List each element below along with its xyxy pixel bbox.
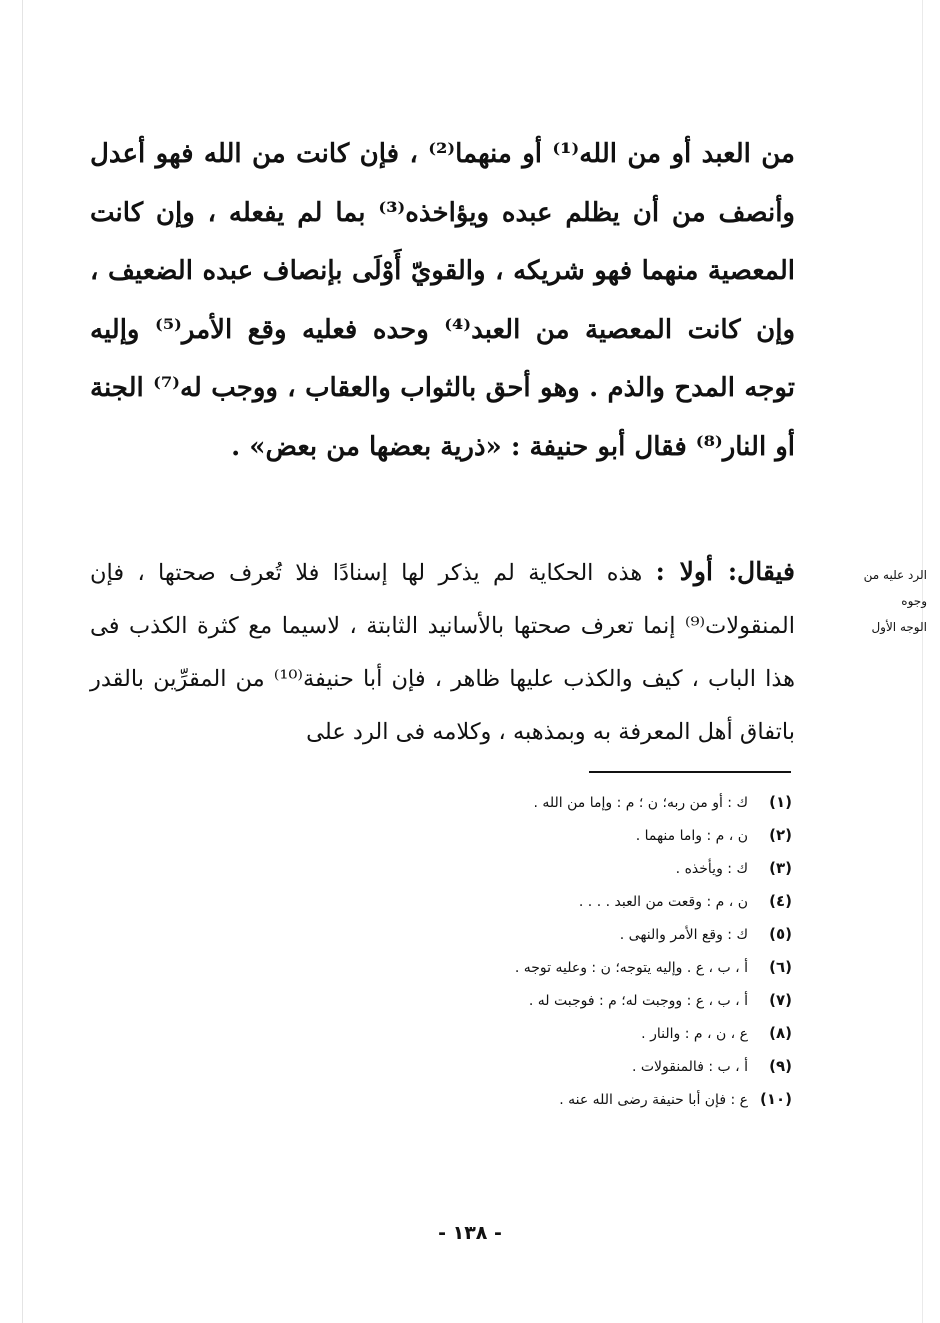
page-number	[0, 1222, 940, 1244]
footnote	[300, 1087, 792, 1120]
footnote-number: (٥)	[769, 925, 792, 943]
footnote	[300, 856, 792, 889]
footnotes	[300, 790, 792, 1120]
footnote-number: (٦)	[769, 958, 792, 976]
footnote	[300, 922, 792, 955]
footnote-text: ك : وقع الأمر والنهى .	[619, 927, 748, 943]
response-lead: فيقال: أولا :	[655, 557, 795, 586]
footnote-number: (٤)	[769, 892, 792, 910]
footnote-divider	[589, 771, 791, 773]
footnote	[300, 1021, 792, 1054]
footnote-text: ن ، م : واما منهما .	[635, 828, 748, 844]
footnote	[300, 1054, 792, 1087]
footnote	[300, 790, 792, 823]
footnote-text: أ ، ب ، ع . وإليه يتوجه؛ ن : وعليه توجه .	[514, 960, 748, 976]
footnote-number: (١٠)	[759, 1090, 792, 1108]
footnote-number: (٨)	[769, 1024, 792, 1042]
side-note-line: الوجه الأول	[871, 620, 927, 634]
page-number-text: - ١٣٨ -	[438, 1222, 502, 1244]
footnote	[300, 955, 792, 988]
footnote	[300, 889, 792, 922]
page-edge-right	[922, 0, 923, 1323]
footnote-number: (٣)	[769, 859, 792, 877]
side-note-line: وجوه	[901, 594, 927, 608]
main-paragraph: من العبد أو من الله⁽¹⁾ أو منهما⁽²⁾ ، فإن كانت من الله فهو أعدل وأنصف من أن يظلم عبده ويؤاخذه⁽³⁾ بما لم يفعله ، وإن كانت المعصية منهما فهو شريكه ، والقويّ أَوْلَى بإنصاف عبده الضعيف ، وإن كانت المعصية من العبد⁽⁴⁾ وحده فعليه وقع الأمر⁽⁵⁾ وإليه توجه المدح والذم . وهو أحق بالثواب والعقاب ، ووجب له⁽⁷⁾ الجنة أو النار⁽⁸⁾ فقال أبو حنيفة : «ذرية بعضها من بعض» .	[90, 139, 796, 462]
footnote-text: ع : فإن أبا حنيفة رضى الله عنه .	[559, 1092, 748, 1108]
side-note-line: الرد عليه من	[863, 568, 927, 582]
footnote-number: (٩)	[769, 1057, 792, 1075]
footnote	[300, 823, 792, 856]
response-paragraph	[90, 545, 795, 759]
footnote-text: ع ، ن ، م : والنار .	[641, 1026, 748, 1042]
response-text: هذه الحكاية لم يذكر لها إسنادًا فلا تُعرف صحتها ، فإن المنقولات⁽⁹⁾ إنما تعرف صحتها بالأسانيد الثابتة ، لاسيما مع كثرة الكذب فى هذا الباب ، كيف والكذب عليها ظاهر ، فإن أبا حنيفة⁽¹⁰⁾ من المقرِّين بالقدر باتفاق أهل المعرفة به وبمذهبه ، وكلامه فى الرد على	[90, 560, 795, 745]
footnote-number: (١)	[769, 793, 792, 811]
footnote-number: (٢)	[769, 826, 792, 844]
page-edge-left	[22, 0, 23, 1323]
side-note	[805, 562, 927, 640]
footnote	[300, 988, 792, 1021]
footnote-text: ك : أو من ربه؛ ن ؛ م : وإما من الله .	[533, 795, 748, 811]
footnote-text: أ ، ب : فالمنقولات .	[631, 1059, 748, 1075]
footnote-number: (٧)	[769, 991, 792, 1009]
footnote-text: ن ، م : وقعت من العبد . . . .	[578, 894, 748, 910]
footnote-text: ك : ويأخذه .	[675, 861, 748, 877]
footnote-text: أ ، ب ، ع : ووجبت له؛ م : فوجبت له .	[528, 993, 748, 1009]
